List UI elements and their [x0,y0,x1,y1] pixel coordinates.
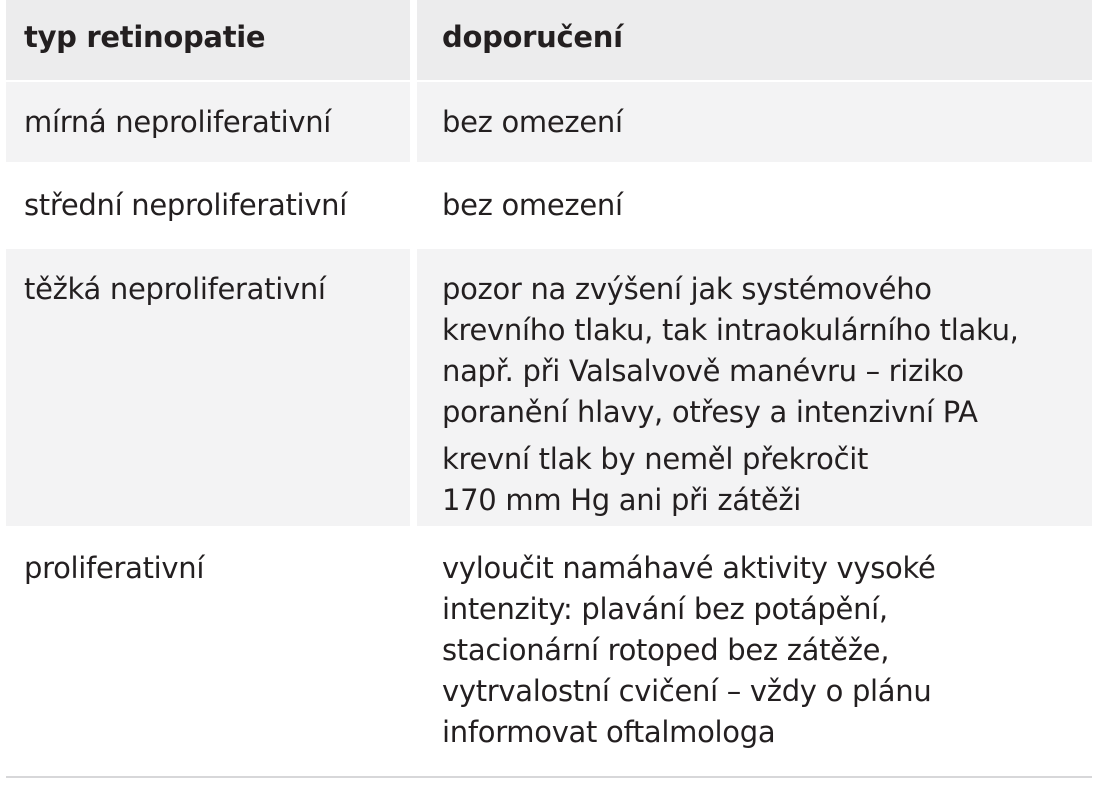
table-row [6,528,1092,776]
recommendation-line: krevního tlaku, tak intraokulárního tlaku, [442,313,1019,347]
retinopathy-type-cell: střední neproliferativní [6,164,410,247]
recommendation-cell [410,249,1092,526]
recommendation-cell: bez omezení [410,82,1092,162]
header-recommendation: doporučení [410,0,1092,80]
recommendation-paragraph [442,269,1082,433]
recommendation-cell [410,528,1092,776]
retinopathy-recommendations-table [6,0,1092,778]
table-header-row [6,0,1092,80]
table-row [6,249,1092,526]
retinopathy-type-cell: proliferativní [6,528,410,776]
recommendation-line: 170 mm Hg ani při zátěži [442,483,802,517]
table-row [6,82,1092,162]
recommendation-line: informovat oftalmologa [442,715,776,749]
retinopathy-type-cell: těžká neproliferativní [6,249,410,526]
recommendation-line: krevní tlak by neměl překročit [442,442,869,476]
recommendation-line: stacionární rotoped bez zátěže, [442,633,890,667]
recommendation-line: intenzity: plavání bez potápění, [442,592,888,626]
retinopathy-type-cell: mírná neproliferativní [6,82,410,162]
recommendation-line: vytrvalostní cvičení – vždy o plánu [442,674,932,708]
recommendation-paragraph [442,548,1082,753]
recommendation-line: např. při Valsalvově manévru – riziko [442,354,964,388]
header-retinopathy-type: typ retinopatie [6,0,410,80]
recommendation-line: poranění hlavy, otřesy a intenzivní PA [442,395,978,429]
recommendation-line: vyloučit namáhavé aktivity vysoké [442,551,936,585]
recommendation-line: pozor na zvýšení jak systémového [442,272,932,306]
table-bottom-rule [6,776,1092,778]
recommendation-cell: bez omezení [410,164,1092,247]
recommendation-paragraph [442,439,1082,521]
table-row [6,164,1092,247]
